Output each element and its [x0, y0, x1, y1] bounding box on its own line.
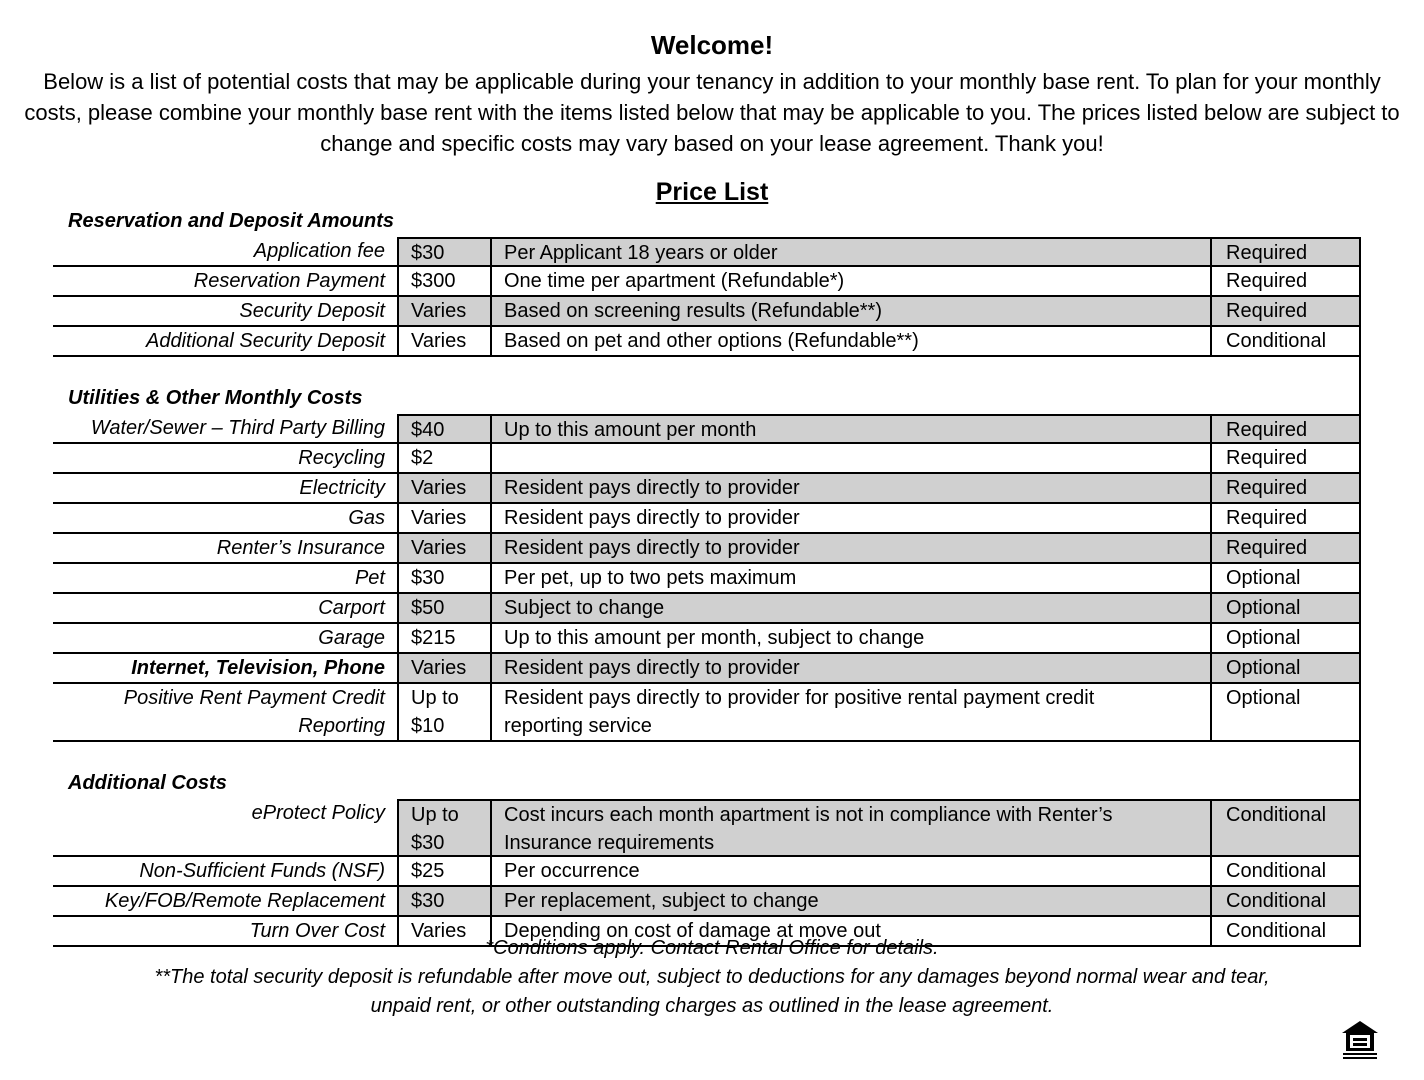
price-line: Up to	[411, 804, 459, 826]
table-row	[53, 799, 1361, 857]
price-cell: $40	[397, 414, 490, 444]
description-line: reporting service	[504, 715, 652, 737]
description-line: Cost incurs each month apartment is not in compliance with Renter’s	[504, 804, 1113, 826]
price-cell: Varies	[397, 327, 490, 357]
status-cell: Required	[1210, 474, 1361, 504]
status-cell: Required	[1210, 237, 1361, 267]
table-row	[53, 474, 1361, 504]
table-row	[53, 857, 1361, 887]
table-row	[53, 444, 1361, 474]
section-header	[53, 206, 1361, 237]
item-label-line: Reporting	[298, 715, 385, 737]
item-label: Carport	[53, 594, 397, 624]
table-row	[53, 237, 1361, 267]
price-cell: Varies	[397, 917, 490, 947]
price-cell: $30	[397, 887, 490, 917]
item-label: eProtect Policy	[53, 799, 397, 857]
price-line: Up to	[411, 687, 459, 709]
item-label: Non-Sufficient Funds (NSF)	[53, 857, 397, 887]
table-row	[53, 534, 1361, 564]
table-row	[53, 504, 1361, 534]
status-cell: Conditional	[1210, 327, 1361, 357]
footnote-double: **The total security deposit is refundable after move out, subject to deductions for any damages beyond normal wear and tear,	[154, 966, 1270, 988]
item-label: Garage	[53, 624, 397, 654]
section-spacer	[53, 357, 1361, 383]
price-cell: Varies	[397, 534, 490, 564]
price-cell: Varies	[397, 474, 490, 504]
status-cell: Required	[1210, 534, 1361, 564]
price-line: $10	[411, 715, 445, 737]
status-cell: Required	[1210, 297, 1361, 327]
item-label: Turn Over Cost	[53, 917, 397, 947]
section-title: Utilities & Other Monthly Costs	[68, 387, 363, 409]
status-cell: Optional	[1210, 624, 1361, 654]
description-cell	[490, 684, 1210, 742]
price-cell: $50	[397, 594, 490, 624]
price-cell	[397, 684, 490, 742]
table-row	[53, 684, 1361, 742]
price-cell	[397, 799, 490, 857]
description-cell: Resident pays directly to provider	[490, 654, 1210, 684]
description-cell: Per occurrence	[490, 857, 1210, 887]
item-label: Internet, Television, Phone	[53, 654, 397, 684]
price-cell: $2	[397, 444, 490, 474]
status-cell: Optional	[1210, 654, 1361, 684]
description-cell	[490, 444, 1210, 474]
item-label: Recycling	[53, 444, 397, 474]
item-label: Pet	[53, 564, 397, 594]
status-cell: Optional	[1210, 564, 1361, 594]
price-cell: $30	[397, 237, 490, 267]
status-cell: Conditional	[1210, 799, 1361, 857]
item-label: Key/FOB/Remote Replacement	[53, 887, 397, 917]
description-cell: Subject to change	[490, 594, 1210, 624]
status-cell: Required	[1210, 414, 1361, 444]
table-row	[53, 564, 1361, 594]
item-label: Additional Security Deposit	[53, 327, 397, 357]
description-cell: Per pet, up to two pets maximum	[490, 564, 1210, 594]
table-row	[53, 297, 1361, 327]
section-title: Reservation and Deposit Amounts	[68, 210, 394, 232]
description-cell: Per Applicant 18 years or older	[490, 237, 1210, 267]
description-cell: Resident pays directly to provider	[490, 534, 1210, 564]
table-row	[53, 327, 1361, 357]
price-cell: Varies	[397, 654, 490, 684]
status-cell: Required	[1210, 267, 1361, 297]
status-cell: Conditional	[1210, 887, 1361, 917]
status-cell: Required	[1210, 444, 1361, 474]
section-header	[53, 383, 1361, 414]
item-label: Water/Sewer – Third Party Billing	[53, 414, 397, 444]
price-cell: $300	[397, 267, 490, 297]
table-row	[53, 267, 1361, 297]
item-label: Electricity	[53, 474, 397, 504]
description-cell	[490, 799, 1210, 857]
section-spacer	[53, 742, 1361, 768]
price-list-heading: Price List	[655, 178, 769, 206]
footnote-double: unpaid rent, or other outstanding charges as outlined in the lease agreement.	[370, 995, 1054, 1017]
item-label: Reservation Payment	[53, 267, 397, 297]
status-cell: Optional	[1210, 684, 1361, 742]
item-label	[53, 684, 397, 742]
description-cell: One time per apartment (Refundable*)	[490, 267, 1210, 297]
section-title: Additional Costs	[68, 772, 227, 794]
page-title: Welcome!	[650, 30, 774, 60]
description-cell: Per replacement, subject to change	[490, 887, 1210, 917]
description-cell: Resident pays directly to provider	[490, 474, 1210, 504]
equal-housing-opportunity-icon	[1340, 1019, 1380, 1061]
price-table	[53, 206, 1361, 947]
description-cell: Resident pays directly to provider	[490, 504, 1210, 534]
status-cell: Optional	[1210, 594, 1361, 624]
footnote-single: *Conditions apply. Contact Rental Office for details.	[485, 937, 939, 959]
table-row	[53, 654, 1361, 684]
price-cell: $215	[397, 624, 490, 654]
table-row	[53, 624, 1361, 654]
section-header	[53, 768, 1361, 799]
item-label: Application fee	[53, 237, 397, 267]
price-cell: $25	[397, 857, 490, 887]
description-cell: Up to this amount per month, subject to change	[490, 624, 1210, 654]
description-line: Resident pays directly to provider for positive rental payment credit	[504, 687, 1095, 709]
status-cell: Required	[1210, 504, 1361, 534]
footnotes	[20, 934, 1404, 1021]
intro-paragraph: Below is a list of potential costs that may be applicable during your tenancy in addition to your monthly base rent. To plan for your monthly costs, please combine your monthly base rent with the items listed below that may be applicable to you. The prices listed below are subject to change and specific costs may vary based on your lease agreement. Thank you!	[24, 69, 1400, 156]
price-cell: Varies	[397, 504, 490, 534]
description-cell: Up to this amount per month	[490, 414, 1210, 444]
description-cell: Based on screening results (Refundable**)	[490, 297, 1210, 327]
description-line: Insurance requirements	[504, 832, 715, 854]
item-label: Gas	[53, 504, 397, 534]
status-cell: Conditional	[1210, 857, 1361, 887]
price-line: $30	[411, 832, 445, 854]
table-row	[53, 887, 1361, 917]
table-row	[53, 594, 1361, 624]
price-cell: $30	[397, 564, 490, 594]
description-cell: Based on pet and other options (Refundable**)	[490, 327, 1210, 357]
item-label-line: Positive Rent Payment Credit	[123, 687, 385, 709]
description-cell: Depending on cost of damage at move out	[490, 917, 1210, 947]
item-label: Renter’s Insurance	[53, 534, 397, 564]
price-cell: Varies	[397, 297, 490, 327]
table-row	[53, 414, 1361, 444]
item-label: Security Deposit	[53, 297, 397, 327]
status-cell: Conditional	[1210, 917, 1361, 947]
